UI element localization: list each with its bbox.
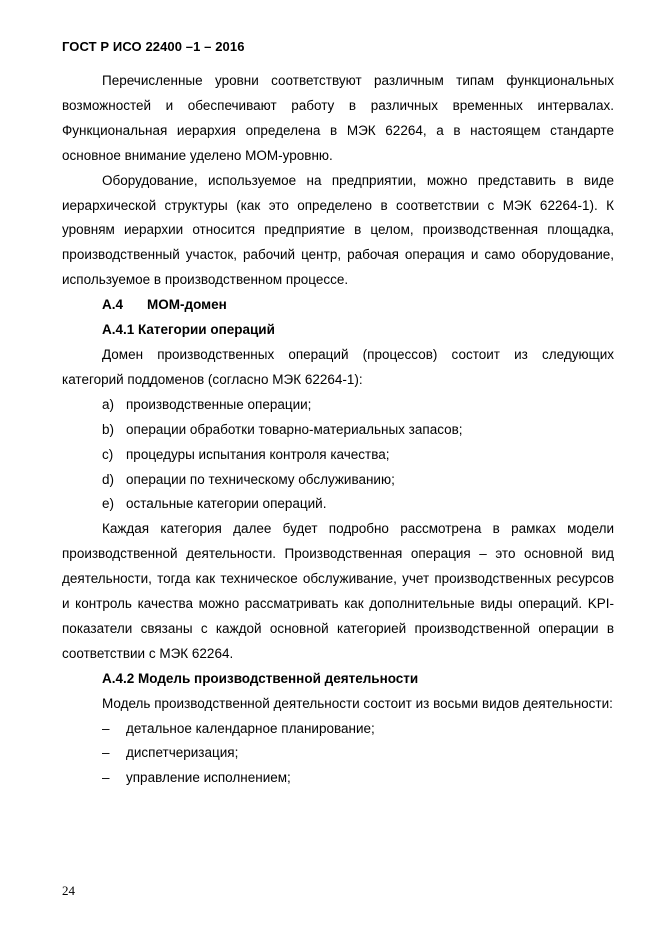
list-item-text: процедуры испытания контроля качества;: [126, 446, 390, 462]
list-marker: –: [102, 770, 110, 786]
list-marker: b): [102, 421, 115, 437]
list-marker: a): [102, 396, 115, 412]
list-marker: e): [102, 496, 115, 512]
paragraph-model: Модель производственной деятельности состоит из восьми видов деятельности:: [102, 695, 613, 711]
page-number: 24: [62, 883, 75, 898]
list-marker: –: [102, 745, 110, 761]
list-item: [62, 766, 614, 791]
paragraph-levels: Перечисленные уровни соответствуют различным типам функциональных возможностей и обеспечивают работу в различных временных интервалах. Функциональная иерархия определена в МЭК 62264, а в настоящем стандарте основное внимание уделено МОМ-уровню.: [62, 73, 614, 163]
list-item-text: детальное календарное планирование;: [126, 720, 375, 736]
list-item: [62, 717, 614, 742]
list-item: [62, 418, 614, 443]
list-item-text: операции по техническому обслуживанию;: [126, 471, 395, 487]
document-header: ГОСТ Р ИСО 22400 –1 – 2016: [62, 39, 245, 54]
list-item: [62, 492, 614, 517]
paragraph-equipment: Оборудование, используемое на предприятии, можно представить в виде иерархической структуры (как это определено в соответствии с МЭК 62264-1). К уровням иерархии относится предприятие в целом, производственная площадка, производственный участок, рабочий центр, рабочая операция и само оборудование, используемое в производственном процессе.: [62, 172, 614, 288]
list-item: [62, 468, 614, 493]
list-item-text: остальные категории операций.: [126, 496, 327, 512]
section-heading-a42: А.4.2 Модель производственной деятельности: [102, 670, 419, 686]
section-heading-a4: [62, 293, 614, 318]
paragraph-domain: Домен производственных операций (процессов) состоит из следующих категорий поддоменов (согласно МЭК 62264-1):: [62, 346, 614, 387]
list-item-text: управление исполнением;: [126, 770, 291, 786]
list-item-text: операции обработки товарно-материальных запасов;: [126, 421, 463, 437]
list-marker: d): [102, 471, 115, 487]
list-item: [62, 443, 614, 468]
list-item: [62, 393, 614, 418]
list-marker: –: [102, 720, 110, 736]
section-heading-a41: А.4.1 Категории операций: [102, 322, 275, 338]
section-title: МОМ-домен: [147, 297, 227, 313]
list-item: [62, 741, 614, 766]
categories-list: [62, 393, 614, 518]
document-body: [62, 69, 614, 791]
list-item-text: диспетчеризация;: [126, 745, 239, 761]
activities-list: [62, 717, 614, 792]
list-marker: c): [102, 446, 114, 462]
section-number: А.4: [102, 297, 124, 313]
paragraph-categories: Каждая категория далее будет подробно рассмотрена в рамках модели производственной деятельности. Производственная операция – это основной вид деятельности, тогда как техническое обслуживание, учет производственных ресурсов и контроль качества можно рассматривать как дополнительные виды операций. KPI-показатели связаны с каждой основной категорией производственной операции в соответствии с МЭК 62264.: [62, 521, 614, 661]
list-item-text: производственные операции;: [126, 396, 312, 412]
